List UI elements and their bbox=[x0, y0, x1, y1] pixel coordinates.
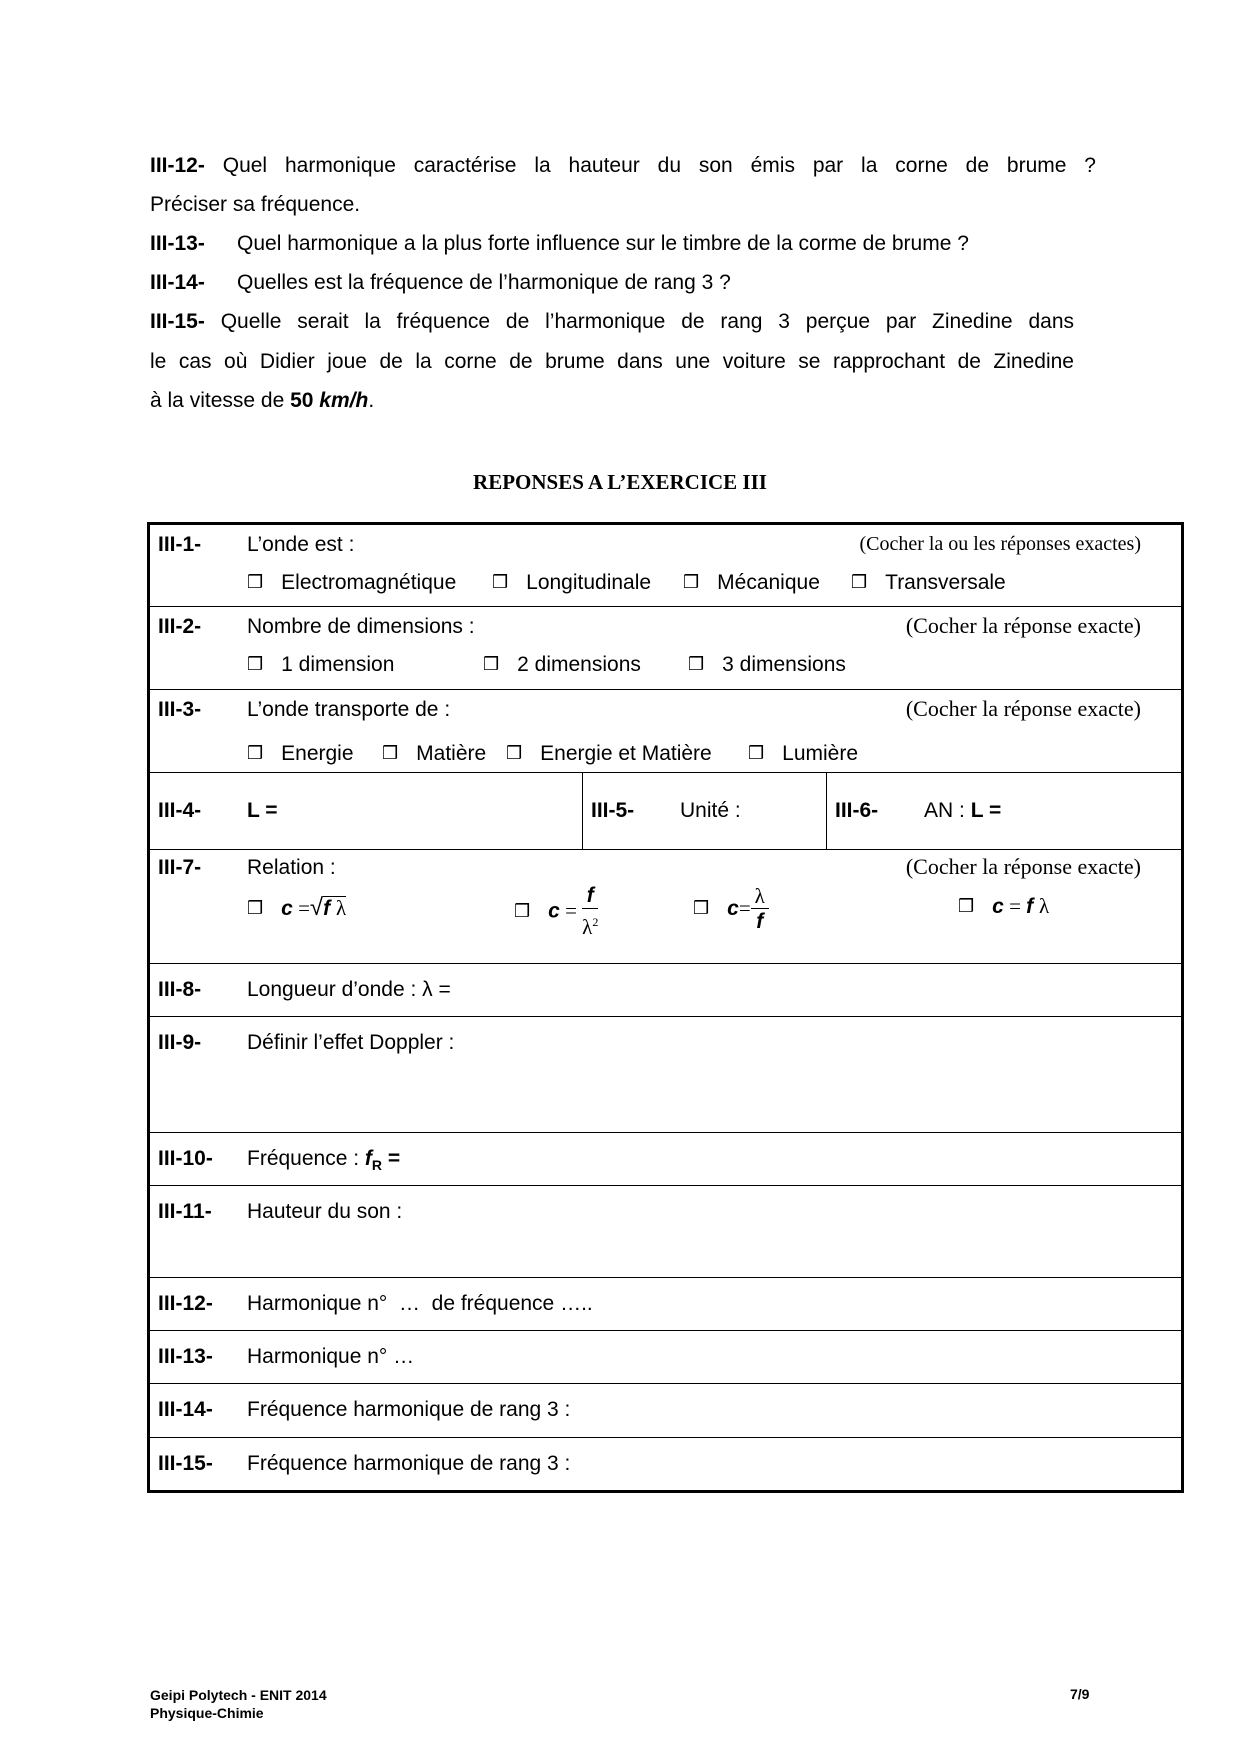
question-14-number: III-14- bbox=[150, 271, 205, 294]
answer-3-number: III-3- bbox=[158, 698, 202, 721]
answer-5-label[interactable]: Unité : bbox=[680, 799, 741, 822]
speed-value: 50 bbox=[290, 389, 314, 412]
checkbox-icon[interactable]: ❒ bbox=[247, 898, 264, 918]
relation-1-eq: = bbox=[298, 896, 310, 920]
answer-row-10 bbox=[149, 1133, 1183, 1186]
answer-3-option-1-label: Energie bbox=[281, 742, 354, 765]
relation-2-eq: = bbox=[565, 898, 577, 923]
checkbox-icon[interactable]: ❒ bbox=[514, 900, 531, 921]
speed-unit: km/h bbox=[319, 389, 369, 412]
answer-6-label[interactable] bbox=[924, 799, 1001, 823]
answer-2-label: Nombre de dimensions : bbox=[247, 615, 475, 638]
checkbox-icon[interactable]: ❒ bbox=[958, 896, 975, 916]
answer-7-label: Relation : bbox=[247, 856, 336, 879]
relation-option-1[interactable] bbox=[247, 894, 346, 922]
question-15-line2: le cas où Didier joue de la corne de brume dans une voiture se rapprochant de Zinedine bbox=[150, 350, 1074, 373]
answer-row-7 bbox=[149, 850, 1183, 964]
question-13-number: III-13- bbox=[150, 232, 205, 255]
answer-2-option-1[interactable] bbox=[247, 653, 394, 677]
answer-6-label-bold: L = bbox=[970, 799, 1002, 822]
checkbox-icon[interactable]: ❒ bbox=[247, 572, 264, 592]
answer-2-option-2[interactable] bbox=[483, 653, 641, 677]
answer-4-number: III-4- bbox=[158, 799, 202, 822]
answer-1-number: III-1- bbox=[158, 533, 202, 556]
answer-3-option-3-label: Energie et Matière bbox=[540, 742, 712, 765]
footer-line-1: Geipi Polytech - ENIT 2014 bbox=[150, 1687, 327, 1703]
answer-1-option-3-label: Mécanique bbox=[717, 571, 820, 594]
answer-3-option-4-label: Lumière bbox=[782, 742, 859, 765]
question-15-line3-text: à la vitesse de bbox=[150, 389, 291, 412]
answers-title: REPONSES A L’EXERCICE III bbox=[473, 470, 767, 494]
relation-4-lambda: λ bbox=[1039, 894, 1050, 918]
answer-1-option-1[interactable] bbox=[247, 571, 456, 595]
relation-3-f: f bbox=[756, 910, 764, 933]
answer-row-14 bbox=[149, 1384, 1183, 1438]
answer-3-option-1[interactable] bbox=[247, 742, 354, 766]
answer-row-9 bbox=[149, 1017, 1183, 1133]
checkbox-icon[interactable]: ❒ bbox=[492, 572, 509, 592]
question-15-line1 bbox=[150, 309, 1074, 335]
relation-4-f: f bbox=[1026, 895, 1034, 918]
answer-1-option-2-label: Longitudinale bbox=[526, 571, 652, 594]
answer-9-number: III-9- bbox=[158, 1031, 202, 1054]
answer-1-option-1-label: Electromagnétique bbox=[281, 571, 457, 594]
question-15-line3 bbox=[150, 388, 1080, 414]
answer-13-number: III-13- bbox=[158, 1345, 213, 1368]
checkbox-icon[interactable]: ❒ bbox=[247, 743, 264, 763]
relation-3-eq: = bbox=[738, 896, 751, 921]
answer-row-4-5-6 bbox=[149, 773, 1183, 850]
answer-2-number: III-2- bbox=[158, 615, 202, 638]
answer-3-option-4[interactable] bbox=[748, 742, 858, 766]
question-15-number: III-15- bbox=[150, 310, 205, 333]
answer-row-13 bbox=[149, 1331, 1183, 1384]
checkbox-icon[interactable]: ❒ bbox=[483, 654, 500, 674]
relation-3-c: c bbox=[727, 897, 739, 921]
answer-15-label[interactable]: Fréquence harmonique de rang 3 : bbox=[247, 1452, 571, 1475]
answer-1-option-4[interactable] bbox=[851, 571, 1006, 595]
relation-3-lambda: λ bbox=[751, 884, 769, 909]
answer-2-option-1-label: 1 dimension bbox=[281, 653, 395, 676]
answer-13-label[interactable]: Harmonique n° … bbox=[247, 1345, 415, 1368]
answer-row-1 bbox=[149, 524, 1183, 607]
answer-2-option-3-label: 3 dimensions bbox=[722, 653, 846, 676]
question-12-line2: Préciser sa fréquence. bbox=[150, 193, 361, 216]
answer-1-label: L’onde est : bbox=[247, 533, 355, 556]
checkbox-icon[interactable]: ❒ bbox=[688, 654, 705, 674]
answer-10-f: f bbox=[364, 1147, 372, 1170]
answer-10-label-text: Fréquence : bbox=[247, 1147, 365, 1170]
relation-4-c: c bbox=[992, 895, 1004, 918]
checkbox-icon[interactable]: ❒ bbox=[506, 743, 523, 763]
answer-row-11 bbox=[149, 1186, 1183, 1278]
answer-12-label[interactable]: Harmonique n° … de fréquence ….. bbox=[247, 1292, 593, 1315]
answer-2-option-2-label: 2 dimensions bbox=[517, 653, 641, 676]
sqrt-icon: √ bbox=[309, 894, 324, 921]
question-13-text: Quel harmonique a la plus forte influence sur le timbre de la corme de brume ? bbox=[237, 232, 969, 255]
answer-row-2 bbox=[149, 607, 1183, 690]
answer-3-note: (Cocher la réponse exacte) bbox=[905, 696, 1141, 721]
question-12-line1 bbox=[150, 153, 1096, 179]
answer-8-number: III-8- bbox=[158, 978, 202, 1001]
answer-3-option-3[interactable] bbox=[506, 742, 712, 766]
answer-10-label[interactable] bbox=[247, 1147, 400, 1173]
answer-3-label: L’onde transporte de : bbox=[247, 698, 451, 721]
answer-6-number: III-6- bbox=[835, 799, 879, 822]
relation-2-f: f bbox=[582, 884, 598, 909]
answer-7-note: (Cocher la réponse exacte) bbox=[905, 854, 1141, 879]
answer-row-3 bbox=[149, 690, 1183, 773]
page-number: 7/9 bbox=[1070, 1686, 1090, 1702]
question-14-text: Quelles est la fréquence de l’harmonique de rang 3 ? bbox=[237, 271, 731, 294]
answer-10-eq: = bbox=[387, 1147, 401, 1170]
answer-1-note: (Cocher la ou les réponses exactes) bbox=[859, 533, 1141, 555]
checkbox-icon[interactable]: ❒ bbox=[748, 743, 765, 763]
answer-10-sub: R bbox=[371, 1157, 383, 1174]
question-12-number: III-12- bbox=[150, 154, 205, 177]
answer-2-note: (Cocher la réponse exacte) bbox=[905, 613, 1141, 638]
question-12-text: Quel harmonique caractérise la hauteur du son émis par la corne de brume ? bbox=[222, 154, 1096, 177]
checkbox-icon[interactable]: ❒ bbox=[683, 572, 700, 592]
answer-5-number: III-5- bbox=[591, 799, 635, 822]
answer-14-number: III-14- bbox=[158, 1398, 213, 1421]
answer-1-option-2[interactable] bbox=[492, 571, 651, 595]
answer-1-option-4-label: Transversale bbox=[885, 571, 1006, 594]
answer-row-15 bbox=[149, 1438, 1183, 1492]
checkbox-icon[interactable]: ❒ bbox=[247, 654, 264, 674]
question-14 bbox=[150, 270, 1080, 296]
relation-2-c: c bbox=[548, 899, 560, 923]
relation-option-4[interactable] bbox=[958, 894, 1049, 919]
relation-option-2[interactable] bbox=[514, 884, 598, 940]
relation-4-eq: = bbox=[1009, 894, 1021, 918]
answer-1-option-3[interactable] bbox=[683, 571, 820, 595]
question-15-end: . bbox=[368, 389, 375, 412]
answer-6-label-text: AN : bbox=[924, 799, 971, 822]
relation-2-lambda: λ bbox=[582, 915, 593, 939]
answer-12-number: III-12- bbox=[158, 1292, 213, 1315]
relation-1-f: f bbox=[323, 897, 331, 920]
answer-14-label[interactable]: Fréquence harmonique de rang 3 : bbox=[247, 1398, 571, 1421]
relation-2-square: 2 bbox=[592, 915, 599, 929]
checkbox-icon[interactable]: ❒ bbox=[693, 898, 710, 919]
answer-row-8 bbox=[149, 964, 1183, 1017]
answer-7-number: III-7- bbox=[158, 856, 202, 879]
answer-3-option-2[interactable] bbox=[382, 742, 486, 766]
answer-15-number: III-15- bbox=[158, 1452, 213, 1475]
checkbox-icon[interactable]: ❒ bbox=[382, 743, 399, 763]
footer-line-2: Physique-Chimie bbox=[150, 1705, 264, 1721]
answer-row-12 bbox=[149, 1278, 1183, 1331]
checkbox-icon[interactable]: ❒ bbox=[851, 572, 868, 592]
answer-11-number: III-11- bbox=[158, 1200, 212, 1223]
answer-table bbox=[147, 522, 1184, 1493]
relation-option-3[interactable] bbox=[693, 884, 769, 935]
answer-4-label[interactable]: L = bbox=[247, 799, 278, 822]
answer-10-number: III-10- bbox=[158, 1147, 213, 1170]
question-15-text: Quelle serait la fréquence de l’harmonique de rang 3 perçue par Zinedine dans bbox=[220, 310, 1074, 333]
answer-8-label[interactable]: Longueur d’onde : λ = bbox=[247, 978, 451, 1001]
question-13 bbox=[150, 231, 1080, 257]
relation-1-c: c bbox=[281, 897, 293, 920]
answer-9-label[interactable]: Définir l’effet Doppler : bbox=[247, 1031, 455, 1054]
relation-1-lambda: λ bbox=[335, 896, 347, 920]
answer-2-option-3[interactable] bbox=[688, 653, 846, 677]
answer-11-label[interactable]: Hauteur du son : bbox=[247, 1200, 403, 1223]
footer-left bbox=[150, 1686, 327, 1722]
answer-3-option-2-label: Matière bbox=[416, 742, 487, 765]
